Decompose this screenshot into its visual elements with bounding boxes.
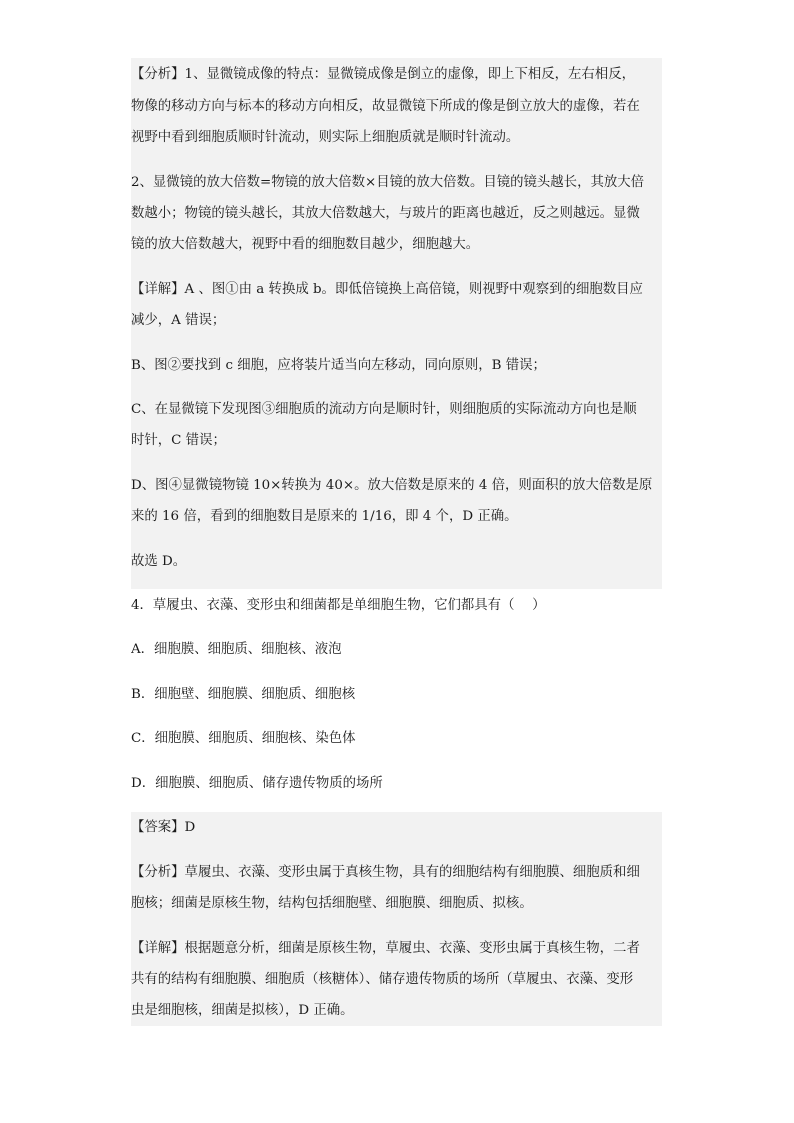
q3-detail-b: B、图②要找到 c 细胞，应将装片适当向左移动，同向原则，B 错误； [131, 358, 546, 373]
q4-detail-line-1: 【详解】根据题意分析，细菌是原核生物，草履虫、衣藻、变形虫属于真核生物，二者 [131, 941, 640, 956]
q3-detail-d-line-1: D、图④显微镜物镜 10×转换为 40×。放大倍数是原来的 4 倍，则面积的放大倍数是原 [131, 478, 653, 493]
q3-conclusion: 故选 D。 [131, 554, 187, 569]
q3-detail-c-line-2: 时针，C 错误； [131, 433, 226, 448]
q3-detail-a-line-2: 减少，A 错误； [131, 313, 226, 328]
q4-analysis-line-2: 胞核；细菌是原核生物，结构包括细胞壁、细胞膜、细胞质、拟核。 [131, 896, 533, 911]
q3-detail-a-line-1: 【详解】A 、图①由 a 转换成 b。即低倍镜换上高倍镜，则视野中观察到的细胞数目应 [131, 282, 643, 297]
q3-point2-line-1: 2、显微镜的放大倍数=物镜的放大倍数×目镜的放大倍数。目镜的镜头越长，其放大倍 [131, 175, 645, 190]
q4-option-a: A．细胞膜、细胞质、细胞核、液泡 [131, 642, 342, 657]
q3-detail-c-line-1: C、在显微镜下发现图③细胞质的流动方向是顺时针，则细胞质的实际流动方向也是顺 [131, 402, 637, 417]
q3-analysis-line-3: 视野中看到细胞质顺时针流动，则实际上细胞质就是顺时针流动。 [131, 130, 520, 145]
q3-point2-line-2: 数越小；物镜的镜头越长，其放大倍数越大，与玻片的距离也越近，反之则越远。显微 [131, 206, 640, 221]
q4-option-d: D．细胞膜、细胞质、储存遗传物质的场所 [131, 776, 383, 791]
q4-analysis-line-1: 【分析】草履虫、衣藻、变形虫属于真核生物，具有的细胞结构有细胞膜、细胞质和细 [131, 865, 640, 880]
q4-option-c: C．细胞膜、细胞质、细胞核、染色体 [131, 731, 356, 746]
q3-detail-d-line-2: 来的 16 倍，看到的细胞数目是原来的 1/16，即 4 个，D 正确。 [131, 509, 518, 524]
q3-point2-line-3: 镜的放大倍数越大，视野中看的细胞数目越少，细胞越大。 [131, 237, 480, 252]
q4-stem: 4．草履虫、衣藻、变形虫和细菌都是单细胞生物，它们都具有（ ） [131, 598, 546, 613]
q4-detail-line-3: 虫是细胞核，细菌是拟核），D 正确。 [131, 1003, 354, 1018]
q3-analysis-line-1: 【分析】1、显微镜成像的特点：显微镜成像是倒立的虚像，即上下相反，左右相反， [131, 67, 635, 82]
q3-analysis-line-2: 物像的移动方向与标本的移动方向相反，故显微镜下所成的像是倒立放大的虚像，若在 [131, 99, 640, 114]
q4-option-b: B．细胞壁、细胞膜、细胞质、细胞核 [131, 687, 356, 702]
q4-answer: 【答案】D [131, 820, 196, 835]
q4-detail-line-2: 共有的结构有细胞膜、细胞质（核糖体）、储存遗传物质的场所（草履虫、衣藻、变形 [131, 972, 634, 987]
